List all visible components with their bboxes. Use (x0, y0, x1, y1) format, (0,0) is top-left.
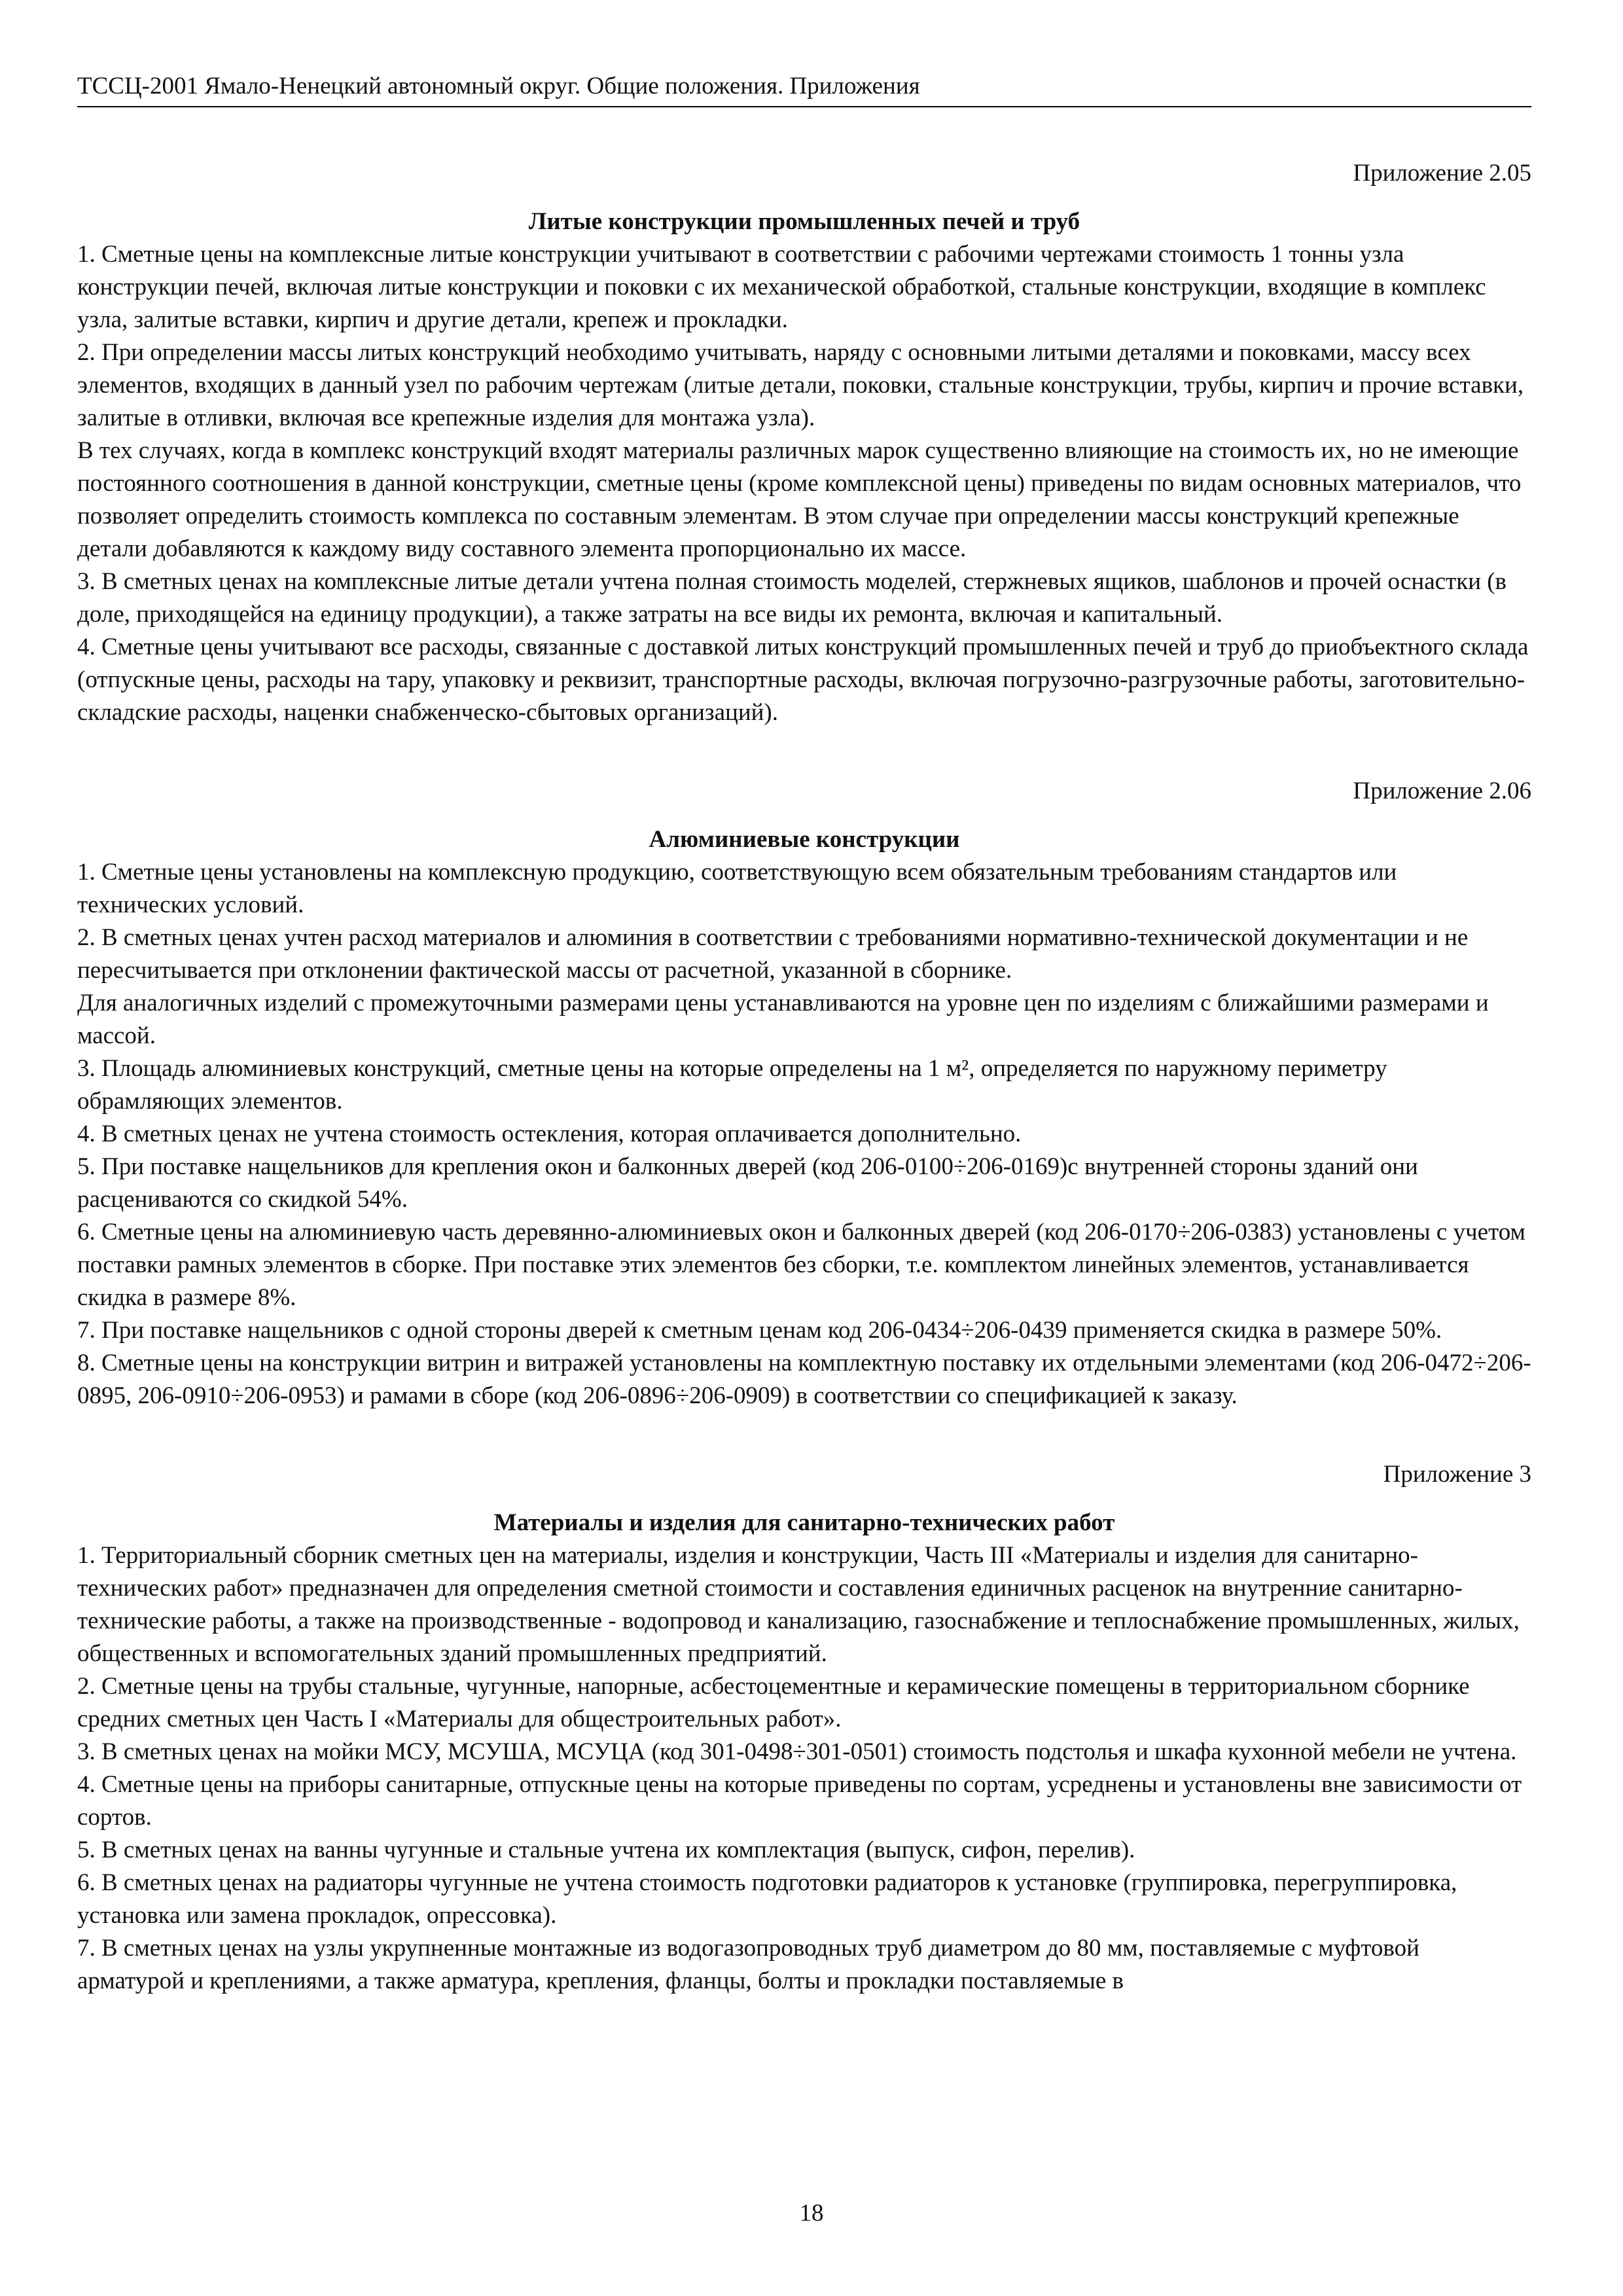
appendix-title: Литые конструкции промышленных печей и труб (528, 208, 1080, 235)
appendix-3 (77, 1458, 1531, 1998)
paragraph: 5. В сметных ценах на ванны чугунные и стальные учтена их комплектация (выпуск, сифон, перелив). (77, 1837, 1135, 1863)
appendix-label: Приложение 2.06 (1353, 778, 1531, 804)
paragraph: 4. Сметные цены на приборы санитарные, отпускные цены на которые приведены по сортам, усреднены и установлены вне зависимости от сортов. (77, 1771, 1522, 1831)
paragraph: 2. В сметных ценах учтен расход материалов и алюминия в соответствии с требованиями нормативно-технической документации и не пересчитывается при отклонении фактической массы от расчетной, указанной в сборнике. (77, 924, 1469, 984)
paragraph: В тех случаях, когда в комплекс конструкций входят материалы различных марок существенно влияющие на стоимость их, но не имеющие постоянного соотношения в данной конструкции, сметные цены (кроме комплексной цены) приведены по видам основных материалов, что позволяет определить стоимость комплекса по составным элементам. В этом случае при определении массы конструкций крепежные детали добавляются к каждому виду составного элемента пропорционально их массе. (77, 437, 1522, 562)
paragraph: 3. В сметных ценах на мойки МСУ, МСУША, МСУЦА (код 301-0498÷301-0501) стоимость подстолья и шкафа кухонной мебели не учтена. (77, 1738, 1517, 1765)
paragraph: 1. Сметные цены установлены на комплексную продукцию, соответствующую всем обязательным требованиям стандартов или технических условий. (77, 859, 1397, 918)
paragraph: Для аналогичных изделий с промежуточными размерами цены устанавливаются на уровне цен по изделиям с ближайшими размерами и массой. (77, 990, 1489, 1049)
paragraph: 6. В сметных ценах на радиаторы чугунные не учтена стоимость подготовки радиаторов к установке (группировка, перегруппировка, установка или замена прокладок, опрессовка). (77, 1869, 1457, 1929)
appendix-label: Приложение 3 (1383, 1461, 1531, 1488)
paragraph: 6. Сметные цены на алюминиевую часть деревянно-алюминиевых окон и балконных дверей (код 206-0170÷206-0383) установлены с учетом поставки рамных элементов в сборке. При поставке этих элементов без сборки, т.е. комплектом линейных элементов, устанавливается скидка в размере 8%. (77, 1219, 1525, 1311)
paragraph: 5. При поставке нащельников для крепления окон и балконных дверей (код 206-0100÷206-0169)с внутренней стороны зданий они расцениваются со скидкой 54%. (77, 1153, 1418, 1213)
paragraph: 2. Сметные цены на трубы стальные, чугунные, напорные, асбестоцементные и керамические помещены в территориальном сборнике средних сметных цен Часть I «Материалы для общестроительных работ». (77, 1673, 1470, 1732)
appendix-2-06 (77, 775, 1531, 1412)
paragraph: 3. Площадь алюминиевых конструкций, сметные цены на которые определены на 1 м², определяется по наружному периметру обрамляющих элементов. (77, 1055, 1387, 1115)
paragraph: 8. Сметные цены на конструкции витрин и витражей установлены на комплектную поставку их отдельными элементами (код 206-0472÷206-0895, 206-0910÷206-0953) и рамами в сборе (код 206-0896÷206-0909) в соответствии со спецификацией к заказу. (77, 1350, 1531, 1409)
document-body (77, 157, 1531, 1998)
page-number: 18 (799, 2200, 824, 2227)
paragraph: 7. При поставке нащельников с одной стороны дверей к сметным ценам код 206-0434÷206-0439 применяется скидка в размере 50%. (77, 1317, 1442, 1344)
running-header: ТССЦ-2001 Ямало-Ненецкий автономный округ. Общие положения. Приложения (77, 71, 1531, 107)
paragraph: 7. В сметных ценах на узлы укрупненные монтажные из водогазопроводных труб диаметром до 80 мм, поставляемые с муфтовой арматурой и креплениями, а также арматура, крепления, фланцы, болты и прокладки поставляемые в (77, 1935, 1419, 1994)
paragraph: 1. Территориальный сборник сметных цен на материалы, изделия и конструкции, Часть III «Материалы и изделия для санитарно-технических работ» предназначен для определения сметной стоимости и составления единичных расценок на внутренние санитарно-технические работы, а также на производственные - водопровод и канализацию, газоснабжение и теплоснабжение промышленных, жилых, общественных и вспомогательных зданий промышленных предприятий. (77, 1542, 1520, 1667)
appendix-title: Алюминиевые конструкции (649, 826, 960, 853)
appendix-title: Материалы и изделия для санитарно-технических работ (493, 1509, 1115, 1536)
paragraph: 3. В сметных ценах на комплексные литые детали учтена полная стоимость моделей, стержневых ящиков, шаблонов и прочей оснастки (в доле, приходящейся на единицу продукции), а также затраты на все виды их ремонта, включая и капитальный. (77, 568, 1507, 628)
appendix-label: Приложение 2.05 (1353, 160, 1531, 187)
paragraph: 1. Сметные цены на комплексные литые конструкции учитывают в соответствии с рабочими чертежами стоимость 1 тонны узла конструкции печей, включая литые конструкции и поковки с их механической обработкой, стальные конструкции, входящие в комплекс узла, залитые вставки, кирпич и другие детали, крепеж и прокладки. (77, 241, 1486, 333)
paragraph: 2. При определении массы литых конструкций необходимо учитывать, наряду с основными литыми деталями и поковками, массу всех элементов, входящих в данный узел по рабочим чертежам (литые детали, поковки, стальные конструкции, трубы, кирпич и прочие вставки, залитые в отливки, включая все крепежные изделия для монтажа узла). (77, 339, 1524, 431)
paragraph: 4. В сметных ценах не учтена стоимость остекления, которая оплачивается дополнительно. (77, 1121, 1022, 1147)
appendix-2-05 (77, 157, 1531, 729)
paragraph: 4. Сметные цены учитывают все расходы, связанные с доставкой литых конструкций промышленных печей и труб до приобъектного склада (отпускные цены, расходы на тару, упаковку и реквизит, транспортные расходы, включая погрузочно-разгрузочные работы, заготовительно-складские расходы, наценки снабженческо-сбытовых организаций). (77, 634, 1529, 726)
